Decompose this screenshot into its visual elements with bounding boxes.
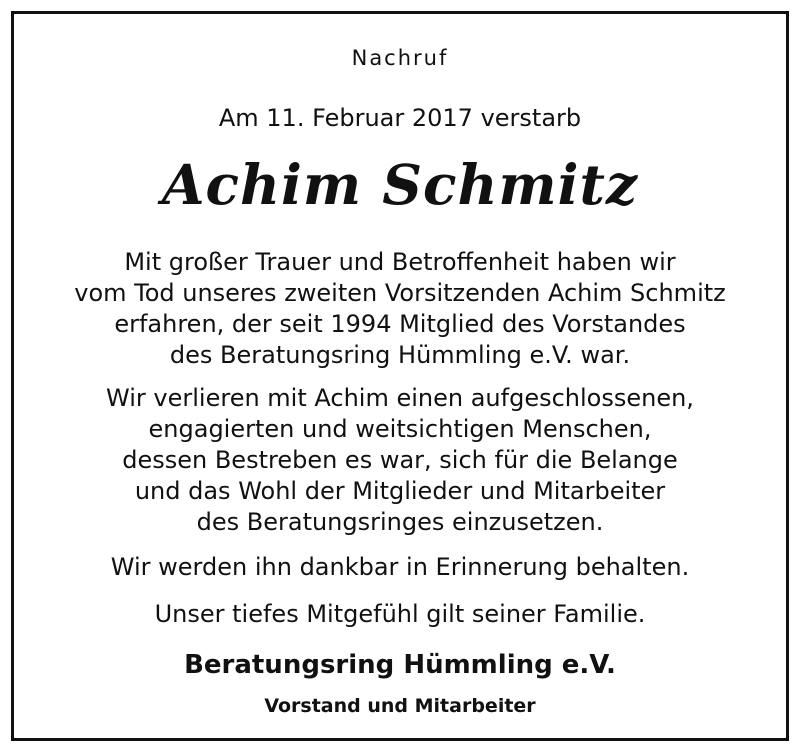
paragraph-line: dessen Bestreben es war, sich für die Belange xyxy=(122,446,678,474)
paragraph-line: des Beratungsring Hümmling e.V. war. xyxy=(169,341,631,369)
notice-heading: Nachruf xyxy=(351,46,449,70)
obituary-notice xyxy=(11,11,789,741)
condolence-paragraph-4 xyxy=(14,599,786,630)
paragraph-line: Wir verlieren mit Achim einen aufgeschlossenen, xyxy=(106,384,694,412)
intro-line: Am 11. Februar 2017 verstarb xyxy=(218,104,582,132)
paragraph-line: des Beratungsringes einzusetzen. xyxy=(196,508,604,536)
paragraph-line: Mit großer Trauer und Betroffenheit haben wir xyxy=(124,248,676,276)
condolence-paragraph-2 xyxy=(14,383,786,538)
paragraph-line: Wir werden ihn dankbar in Erinnerung behalten. xyxy=(110,553,690,581)
condolence-paragraph-1 xyxy=(14,247,786,371)
paragraph-line: vom Tod unseres zweiten Vorsitzenden Achim Schmitz xyxy=(74,279,726,307)
paragraph-line: und das Wohl der Mitglieder und Mitarbeiter xyxy=(134,477,666,505)
deceased-name: Achim Schmitz xyxy=(161,152,639,217)
paragraph-line: engagierten und weitsichtigen Menschen, xyxy=(148,415,652,443)
signature-line: Vorstand und Mitarbeiter xyxy=(264,695,536,717)
paragraph-line: erfahren, der seit 1994 Mitglied des Vorstandes xyxy=(114,310,686,338)
condolence-paragraph-3 xyxy=(14,552,786,583)
organization-name: Beratungsring Hümmling e.V. xyxy=(184,650,616,680)
paragraph-line: Unser tiefes Mitgefühl gilt seiner Familie. xyxy=(154,600,646,628)
